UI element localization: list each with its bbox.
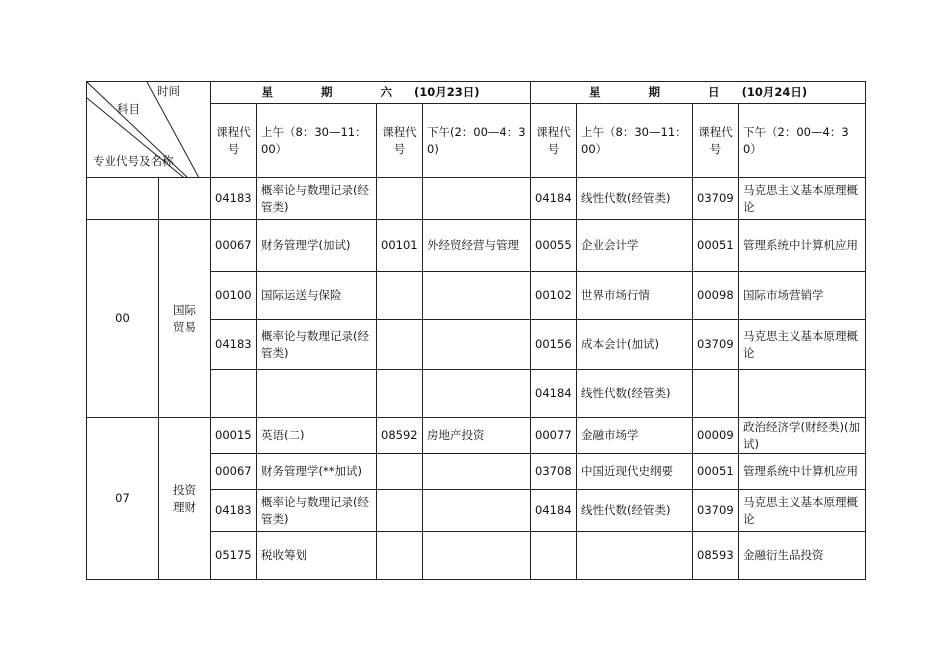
course-name [423,454,531,490]
course-code: 08592 [377,418,423,454]
course-name: 管理系统中计算机应用 [739,220,866,272]
course-code: 08593 [693,532,739,580]
course-name: 线性代数(经管类) [577,178,693,220]
col-header-morning: 上午（8：30—11：00） [257,104,377,178]
course-name: 中国近现代史纲要 [577,454,693,490]
course-name: 企业会计学 [577,220,693,272]
major-code: 07 [87,418,159,580]
course-name: 管理系统中计算机应用 [739,454,866,490]
course-name: 成本会计(加试) [577,320,693,370]
course-name [423,532,531,580]
course-code [377,370,423,418]
course-name: 马克思主义基本原理概论 [739,178,866,220]
course-name [739,370,866,418]
course-code: 04183 [211,320,257,370]
course-code: 03709 [693,490,739,532]
course-code [377,272,423,320]
course-code [531,532,577,580]
header-corner-cell [87,82,211,178]
course-code: 00101 [377,220,423,272]
course-code: 04184 [531,178,577,220]
majors-body [87,220,866,580]
course-name: 财务管理学(**加试) [257,454,377,490]
course-name: 概率论与数理记录(经管类) [257,490,377,532]
corner-subject-label: 科目 [117,102,140,116]
course-code: 04184 [531,490,577,532]
course-code [377,454,423,490]
course-code: 03709 [693,178,739,220]
course-name [577,532,693,580]
course-code: 03708 [531,454,577,490]
course-name: 马克思主义基本原理概论 [739,320,866,370]
course-name: 概率论与数理记录(经管类) [257,320,377,370]
col-header-code: 课程代号 [531,104,577,178]
course-name [423,272,531,320]
table-row [87,418,866,454]
course-name [423,370,531,418]
course-code [693,370,739,418]
col-header-code: 课程代号 [377,104,423,178]
col-header-morning: 上午（8：30—11：00） [577,104,693,178]
col-header-code: 课程代号 [211,104,257,178]
exam-schedule-table [86,81,866,580]
course-code: 00051 [693,220,739,272]
course-name: 线性代数(经管类) [577,370,693,418]
course-name: 外经贸经营与管理 [423,220,531,272]
course-code: 00055 [531,220,577,272]
table-row [87,220,866,272]
course-code: 00077 [531,418,577,454]
course-code: 00102 [531,272,577,320]
day-header-saturday: 星 期 六(10月23日) [211,82,531,104]
course-code [377,320,423,370]
course-code: 00015 [211,418,257,454]
col-header-code: 课程代号 [693,104,739,178]
table-row [87,178,866,220]
course-name [423,178,531,220]
course-name: 政治经济学(财经类)(加试) [739,418,866,454]
course-code: 00009 [693,418,739,454]
course-code [377,490,423,532]
course-code: 03709 [693,320,739,370]
course-name: 国际市场营销学 [739,272,866,320]
course-code: 04183 [211,178,257,220]
course-name: 英语(二) [257,418,377,454]
course-name: 金融市场学 [577,418,693,454]
course-name: 世界市场行情 [577,272,693,320]
course-code: 05175 [211,532,257,580]
course-name [423,490,531,532]
course-name: 税收筹划 [257,532,377,580]
course-code [211,370,257,418]
col-header-afternoon: 下午(2：00—4：30) [423,104,531,178]
course-code: 00100 [211,272,257,320]
course-name: 马克思主义基本原理概论 [739,490,866,532]
course-name: 金融衍生品投资 [739,532,866,580]
major-name: 投资理财 [159,418,211,580]
course-name: 房地产投资 [423,418,531,454]
course-code: 04184 [531,370,577,418]
course-name: 线性代数(经管类) [577,490,693,532]
major-code: 00 [87,220,159,418]
course-code: 00098 [693,272,739,320]
course-code: 00051 [693,454,739,490]
corner-time-label: 时间 [157,84,180,98]
day-header-sunday: 星 期 日(10月24日) [531,82,866,104]
course-code: 00067 [211,454,257,490]
course-code: 00067 [211,220,257,272]
course-name: 概率论与数理记录(经管类) [257,178,377,220]
course-name [257,370,377,418]
course-code: 00156 [531,320,577,370]
course-name: 财务管理学(加试) [257,220,377,272]
course-code: 04183 [211,490,257,532]
major-name-cell [159,178,211,220]
major-code-cell [87,178,159,220]
course-code [377,532,423,580]
course-code [377,178,423,220]
col-header-afternoon: 下午（2：00—4：30） [739,104,866,178]
corner-major-label: 专业代号及名称 [93,154,174,168]
course-name [423,320,531,370]
course-name: 国际运送与保险 [257,272,377,320]
major-name: 国际贸易 [159,220,211,418]
